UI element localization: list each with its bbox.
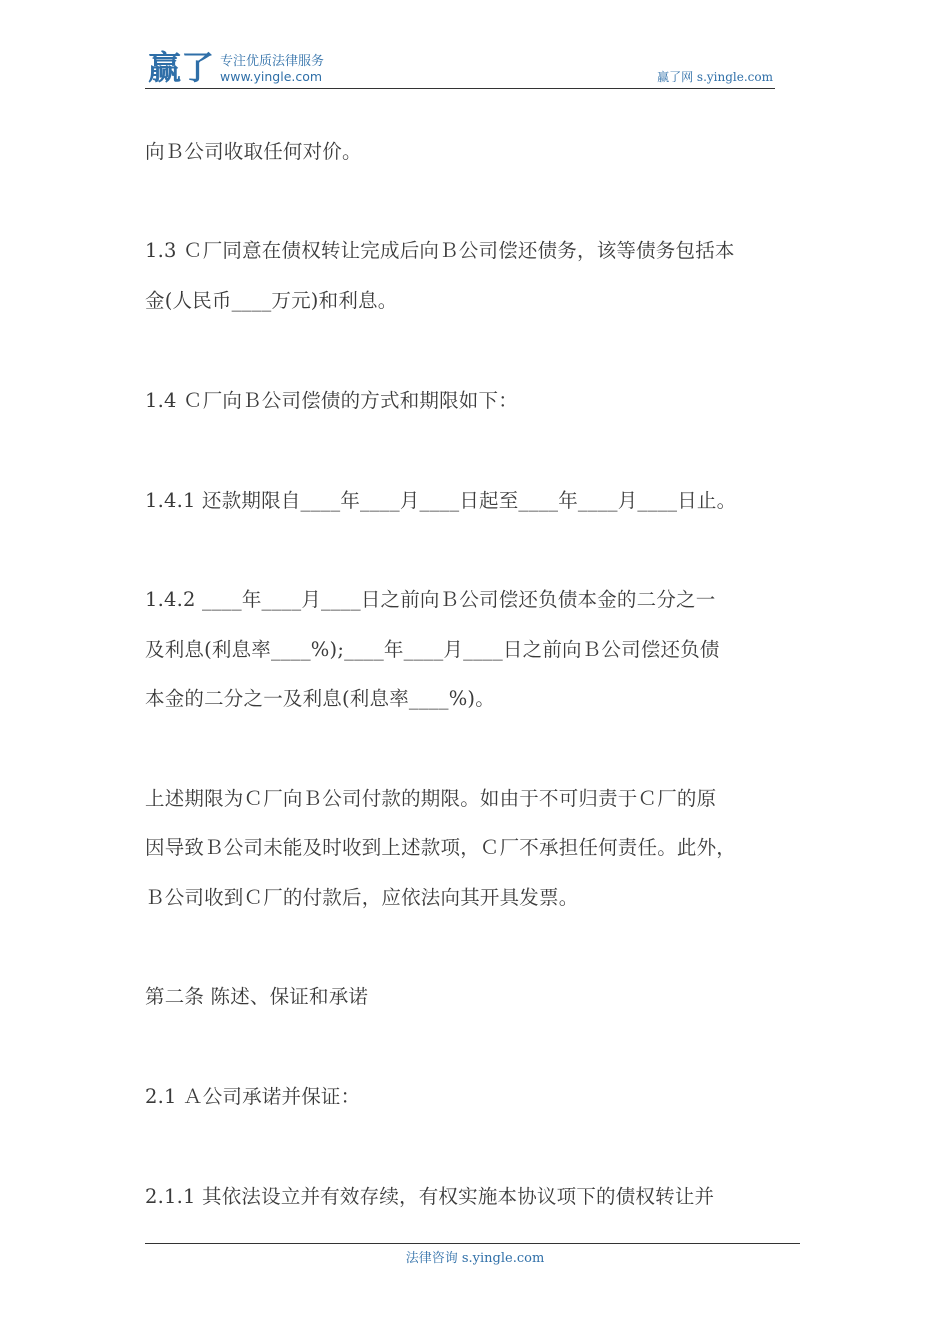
paragraph-line: 1.4.1 还款期限自____年____月____日起至____年____月____日止。 <box>145 489 737 512</box>
paragraph-line: 金(人民币____万元)和利息。 <box>145 289 398 312</box>
section-heading: 第二条 陈述、保证和承诺 <box>145 985 369 1008</box>
paragraph-line: 1.4 Ｃ厂向Ｂ公司偿债的方式和期限如下： <box>145 389 518 412</box>
logo-text <box>220 50 324 84</box>
paragraph-line: 上述期限为Ｃ厂向Ｂ公司付款的期限。如由于不可归责于Ｃ厂的原 <box>145 787 717 810</box>
paragraph-line: 向Ｂ公司收取任何对价。 <box>145 140 362 163</box>
yingle-logo[interactable] <box>148 50 324 86</box>
logo-slogan: 专注优质法律服务 <box>220 54 325 69</box>
paragraph-line: Ｂ公司收到Ｃ厂的付款后，应依法向其开具发票。 <box>145 886 579 909</box>
paragraph-line: 2.1.1 其依法设立并有效存续，有权实施本协议项下的债权转让并 <box>145 1185 715 1208</box>
footer-link[interactable]: 法律咨询 s.yingle.com <box>405 1251 545 1266</box>
logo-url: www.yingle.com <box>220 69 323 84</box>
page-header <box>145 48 775 89</box>
logo-mark: 赢了 <box>148 48 214 87</box>
header-site-link[interactable]: 赢了网 s.yingle.com <box>657 70 773 84</box>
paragraph-line: 1.4.2 ____年____月____日之前向Ｂ公司偿还负债本金的二分之一 <box>145 588 716 611</box>
paragraph-line: 1.3 Ｃ厂同意在债权转让完成后向Ｂ公司偿还债务，该等债务包括本 <box>145 239 735 262</box>
footer-divider <box>145 1243 800 1244</box>
paragraph-line: 本金的二分之一及利息(利息率____%)。 <box>145 687 495 710</box>
paragraph-line: 2.1 Ａ公司承诺并保证： <box>145 1085 361 1108</box>
paragraph-line: 因导致Ｂ公司未能及时收到上述款项，Ｃ厂不承担任何责任。此外， <box>145 836 737 859</box>
paragraph-line: 及利息(利息率____%);____年____月____日之前向Ｂ公司偿还负债 <box>145 638 720 661</box>
